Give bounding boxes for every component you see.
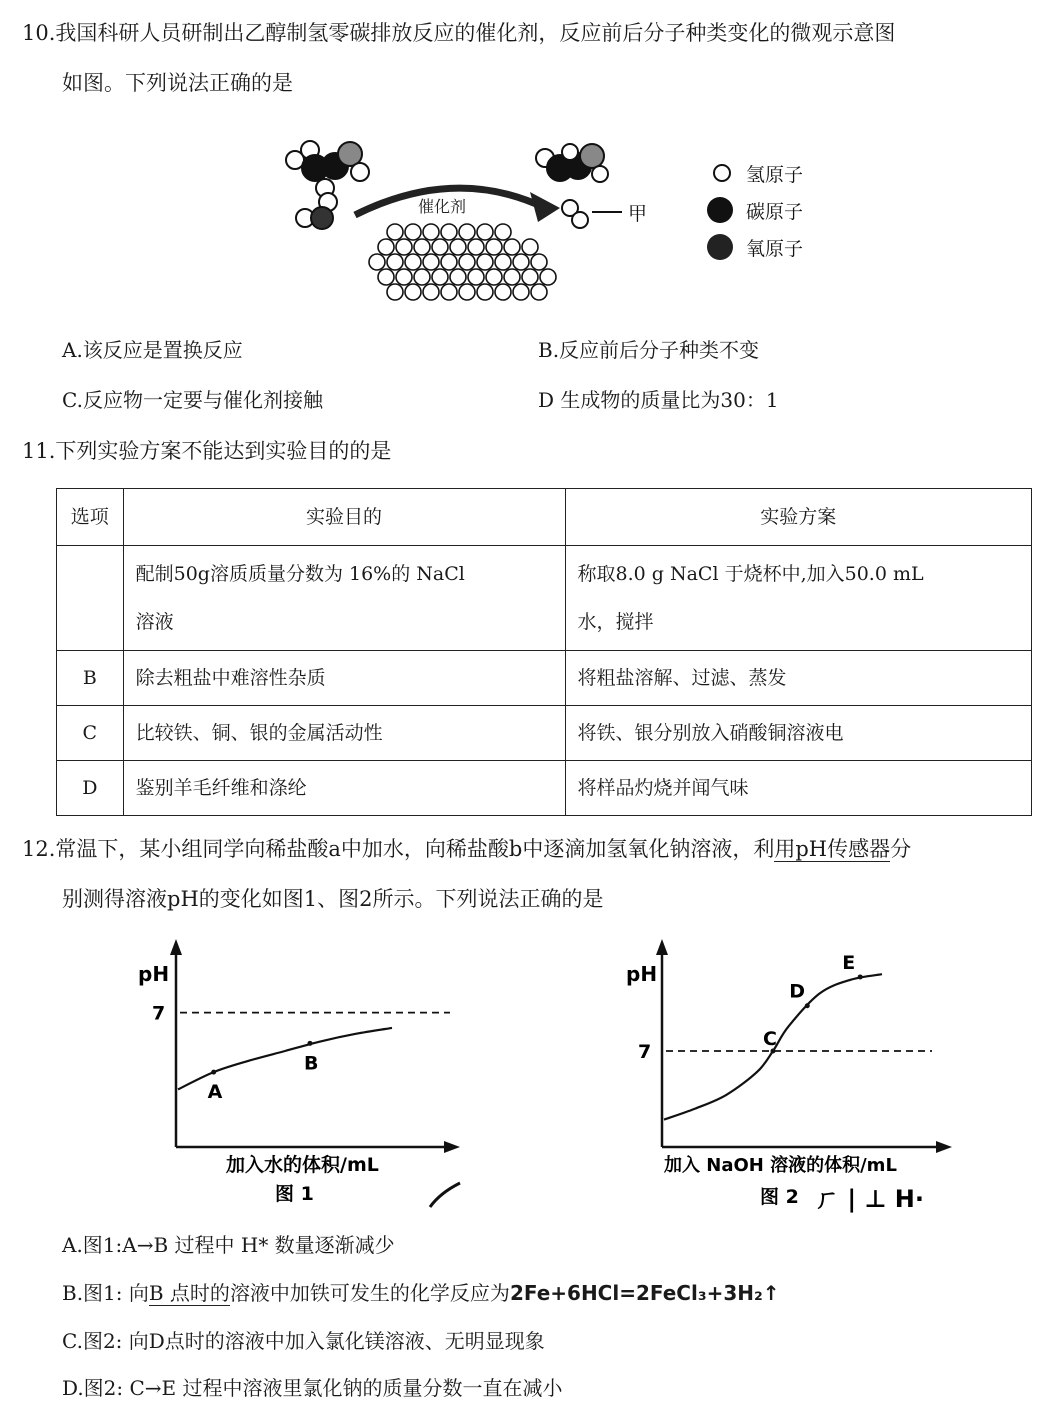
q12-stem-line2: 别测得溶液pH的变化如图1、图2所示。下列说法正确的是	[62, 887, 604, 911]
q12-option-d: D.图2: C→E 过程中溶液里氯化钠的质量分数一直在减小	[62, 1376, 563, 1400]
row-plan	[565, 546, 1032, 651]
legend-carbon: 碳原子	[746, 201, 804, 223]
q12-stem-line1	[22, 834, 911, 864]
row-plan-line: 称取8.0 g NaCl 于烧杯中,加入50.0 mL	[577, 563, 924, 585]
ph-chart-figure-2	[620, 935, 980, 1220]
product-molecule	[536, 144, 608, 182]
q12-option-b	[62, 1278, 780, 1308]
experiment-table	[56, 488, 1032, 816]
handwritten-mark	[430, 1183, 460, 1207]
legend-hydrogen: 氢原子	[746, 164, 804, 186]
row-goal	[123, 546, 565, 651]
data-point-a	[211, 1070, 216, 1075]
data-point-label-a: A	[207, 1081, 223, 1104]
hydrogen-molecule	[562, 200, 588, 228]
table-row	[57, 761, 1032, 816]
q10-stem-line2: 如图。下列说法正确的是	[62, 71, 293, 95]
row-plan: 将粗盐溶解、过滤、蒸发	[565, 651, 1032, 706]
y-axis-arrow	[656, 939, 668, 955]
legend	[707, 164, 803, 260]
x-axis-arrow	[936, 1141, 952, 1153]
q10-option-a: A.该反应是置换反应	[62, 338, 243, 362]
reaction-arrowhead	[530, 192, 560, 222]
product-label: 甲	[628, 203, 648, 225]
y-axis-arrow	[170, 939, 182, 955]
y-axis-label: pH	[138, 962, 170, 986]
reaction-diagram	[270, 130, 830, 310]
table-row	[57, 651, 1032, 706]
data-point-b	[307, 1041, 312, 1046]
legend-oxygen: 氧原子	[746, 238, 804, 260]
legend-carbon-swatch	[707, 197, 733, 223]
row-goal: 鉴别羊毛纤维和涤纶	[123, 761, 565, 816]
chart-title: 图 2	[760, 1186, 799, 1208]
row-goal: 除去粗盐中难溶性杂质	[123, 651, 565, 706]
data-point-label-d: D	[789, 980, 806, 1003]
q12-stem-line1-a: 12.常温下，某小组同学向稀盐酸a中加水，向稀盐酸b中逐滴加氢氧化钠溶液，利	[22, 837, 775, 861]
q12-option-b-equation: 2Fe+6HCl=2FeCl₃+3H₂↑	[509, 1281, 780, 1305]
catalyst-surface	[369, 224, 556, 300]
ph-chart-figure-1	[130, 935, 480, 1215]
row-plan: 将样品灼烧并闻气味	[565, 761, 1032, 816]
q10-option-c: C.反应物一定要与催化剂接触	[62, 388, 323, 412]
y-axis-label: pH	[626, 962, 658, 986]
header-goal: 实验目的	[123, 489, 565, 546]
q11-stem: 11.下列实验方案不能达到实验目的的是	[22, 439, 392, 463]
x-axis-label: 加入 NaOH 溶液的体积/mL	[664, 1155, 897, 1176]
q12-stem-line1-c: 分	[890, 837, 912, 861]
x-axis-arrow	[444, 1141, 460, 1153]
q10-stem-line1: 10.我国科研人员研制出乙醇制氢零碳排放反应的催化剂，反应前后分子种类变化的微观示意图	[22, 21, 896, 45]
header-option: 选项	[57, 489, 124, 546]
data-point-d	[805, 1003, 810, 1008]
q10-option-d: D 生成物的质量比为30：1	[538, 388, 779, 412]
row-goal-line: 溶液	[135, 611, 174, 633]
q12-option-b-text: 溶液中加铁可发生的化学反应为	[229, 1281, 510, 1305]
chart-title: 图 1	[275, 1183, 314, 1205]
data-point-e	[858, 974, 863, 979]
row-option	[57, 546, 124, 651]
catalyst-label: 催化剂	[418, 197, 467, 216]
row-option: B	[57, 651, 124, 706]
q12-option-c: C.图2: 向D点时的溶液中加入氯化镁溶液、无明显现象	[62, 1329, 545, 1353]
row-plan-line: 水，搅拌	[577, 611, 654, 633]
header-plan: 实验方案	[565, 489, 1032, 546]
ph-7-label: 7	[152, 1002, 166, 1025]
q12-option-b-prefix: B.图1: 向	[62, 1281, 149, 1305]
row-option: D	[57, 761, 124, 816]
row-goal: 比较铁、铜、银的金属活动性	[123, 706, 565, 761]
data-point-label-e: E	[842, 951, 856, 974]
legend-hydrogen-swatch	[714, 165, 730, 181]
table-row	[57, 706, 1032, 761]
data-point-label-b: B	[303, 1052, 319, 1075]
x-axis-label: 加入水的体积/mL	[226, 1154, 379, 1176]
data-point-label-c: C	[763, 1028, 777, 1050]
q12-option-a: A.图1:A→B 过程中 H* 数量逐渐减少	[62, 1233, 395, 1257]
q12-stem-line1-underlined: 用pH传感器	[774, 837, 891, 861]
q10-option-b: B.反应前后分子种类不变	[538, 338, 760, 362]
row-option: C	[57, 706, 124, 761]
ph-7-label: 7	[638, 1041, 652, 1063]
table-header-row	[57, 489, 1032, 546]
legend-oxygen-swatch	[707, 234, 733, 260]
handwritten-marks: ㄏ | ⊥ H·	[815, 1185, 924, 1213]
table-row	[57, 546, 1032, 651]
row-goal-line: 配制50g溶质质量分数为 16%的 NaCl	[135, 563, 465, 585]
q12-option-b-underlined: B 点时的	[148, 1281, 230, 1305]
row-plan: 将铁、银分别放入硝酸铜溶液电	[565, 706, 1032, 761]
